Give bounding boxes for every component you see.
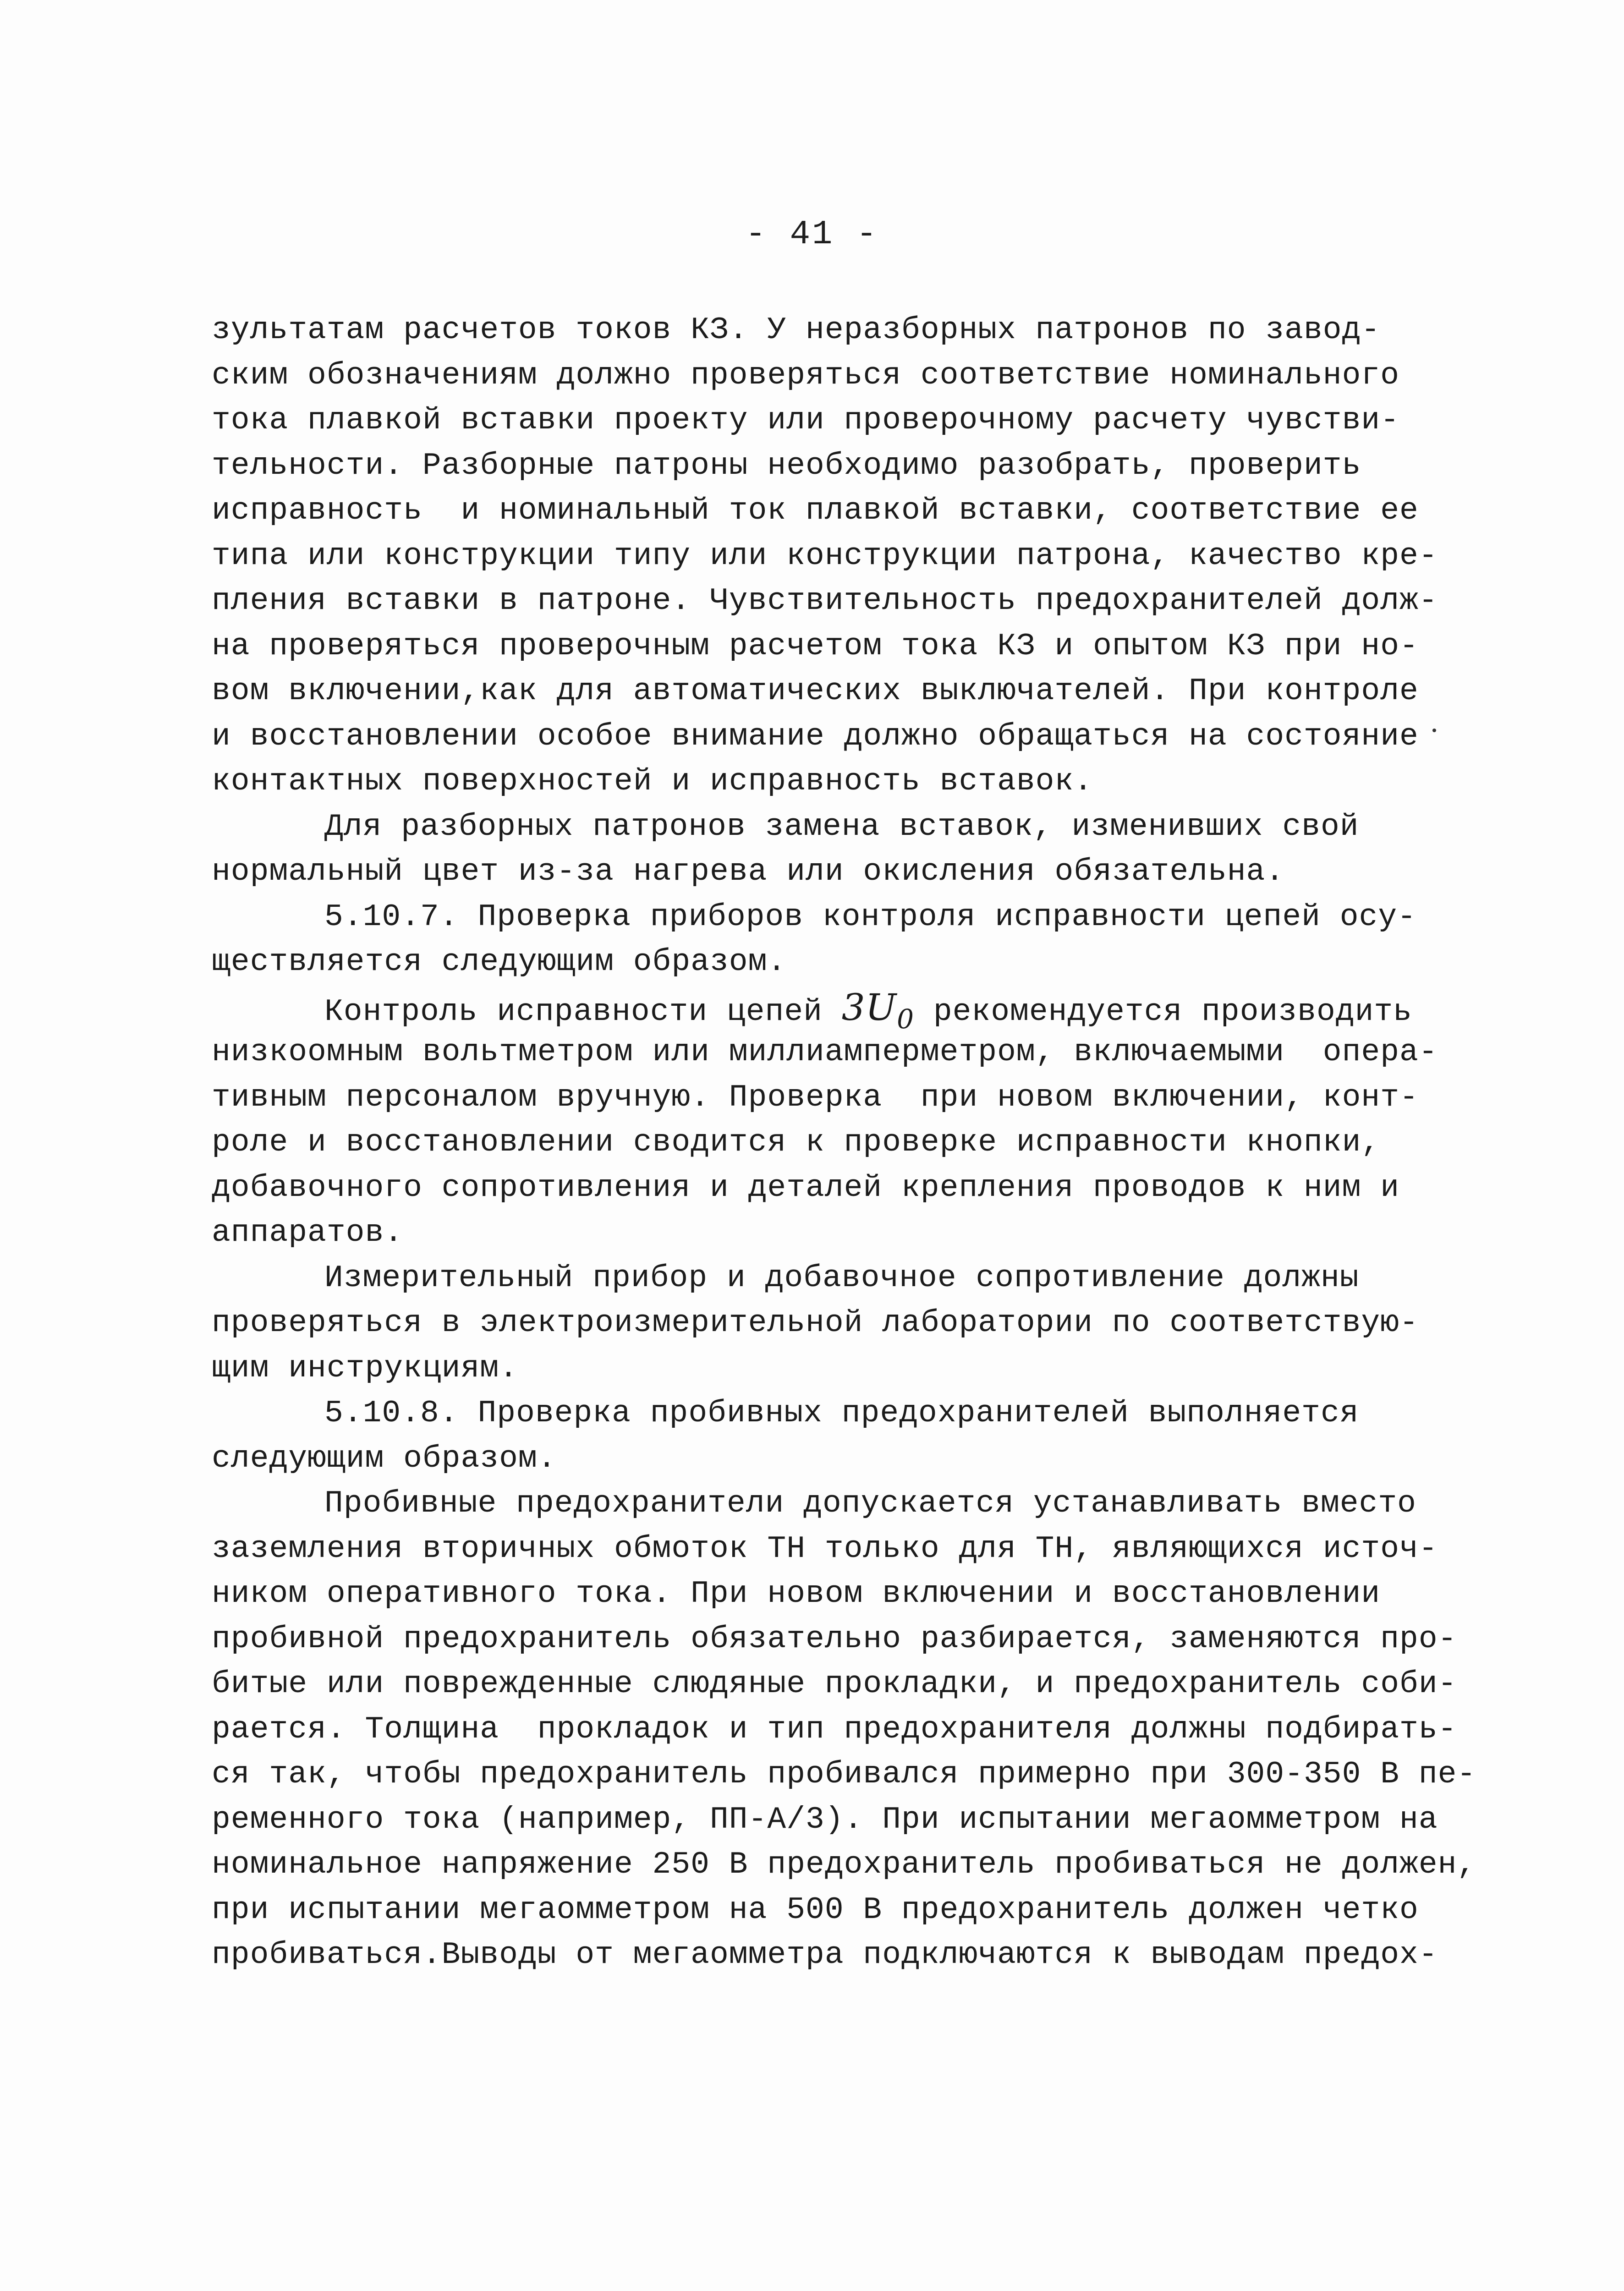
text-line-content: добавочного сопротивления и деталей крепления проводов к ним и [212,1170,1400,1206]
text-line [212,444,1467,489]
text-line [212,805,1467,850]
text-line-content: Измерительный прибор и добавочное сопротивление должны [324,1260,1359,1296]
text-line-content: зультатам расчетов токов КЗ. У неразборных патронов по завод- [212,312,1381,348]
text-line-content: проверяться в электроизмерительной лаборатории по соответствую- [212,1305,1419,1341]
text-line [212,1211,1467,1256]
text-line-content: тока плавкой вставки проекту или проверочному расчету чувстви- [212,403,1400,438]
text-line-content: ником оперативного тока. При новом включении и восстановлении [212,1576,1381,1611]
text-line-content: типа или конструкции типу или конструкции патрона, качество кре- [212,538,1438,574]
text-line-content: тивным персоналом вручную. Проверка при новом включении, конт- [212,1080,1419,1115]
formula-main: 3U [841,986,897,1029]
text-line-content: исправность и номинальный ток плавкой вставки, соответствие ее [212,493,1419,528]
text-line-content: заземления вторичных обмоток ТН только для ТН, являющихся источ- [212,1531,1438,1567]
text-line [212,1707,1467,1753]
text-line-content: при испытании мегаомметром на 500 В предохранитель должен четко [212,1892,1419,1928]
text-line [212,1030,1467,1075]
text-line [212,1617,1467,1662]
text-line [212,534,1467,579]
text-line-content: ременного тока (например, ПП-А/3). При испытании мегаомметром на [212,1802,1438,1837]
text-line-content: на проверяться проверочным расчетом тока КЗ и опытом КЗ при но- [212,628,1419,664]
text-line-content: пления вставки в патроне. Чувствительность предохранителей долж- [212,583,1438,619]
text-line [212,1346,1467,1392]
text-line [212,1301,1467,1346]
text-line [212,308,1467,353]
text-line [212,1120,1467,1166]
text-line-content: щим инструкциям. [212,1350,518,1386]
text-line-content: аппаратов. [212,1215,404,1250]
text-line-content: нормальный цвет из-за нагрева или окисления обязательна. [212,854,1285,889]
text-line [212,850,1467,895]
text-line-content: следующим образом. [212,1441,557,1476]
text-line [212,1166,1467,1211]
text-line [212,1436,1467,1482]
text-line [212,1256,1467,1301]
formula-3u0 [841,986,915,1035]
body-text [212,308,1476,1978]
text-line [212,759,1467,805]
text-line-content: пробиваться.Выводы от мегаомметра подключаются к выводам предох- [212,1937,1438,1973]
text-line-content: Пробивные предохранители допускается устанавливать вместо [324,1486,1416,1521]
text-line-content: ским обозначениям должно проверяться соответствие номинального [212,357,1400,393]
text-line-content: Контроль исправности цепей [324,994,842,1030]
text-line-content: вом включении,как для автоматических выключателей. При контроле [212,674,1419,709]
text-line [212,940,1467,985]
text-line [212,1888,1467,1933]
text-line [212,1933,1467,1978]
text-line-content: Для разборных патронов замена вставок, изменивших свой [324,809,1359,844]
text-line-content: роле и восстановлении сводится к проверке исправности кнопки, [212,1125,1381,1160]
text-line [212,353,1467,399]
text-line-content: 5.10.8. Проверка пробивных предохранителей выполняется [324,1396,1359,1431]
text-line [212,1752,1476,1798]
text-line [212,1527,1467,1572]
text-line-content: и восстановлении особое внимание должно обращаться на состояние [212,718,1419,754]
text-line-continuation: рекомендуется производить [914,994,1412,1030]
text-line-content: номинальное напряжение 250 В предохранитель пробиваться не должен, [212,1847,1476,1882]
text-line-content: 5.10.7. Проверка приборов контроля исправности цепей осу- [324,899,1416,935]
text-line [212,488,1467,534]
page-number: - 41 - [745,215,879,254]
text-line-content: низкоомным вольтметром или миллиамперметром, включаемыми опера- [212,1035,1438,1070]
scan-speck [1432,729,1436,732]
formula-subscript: 0 [897,1003,915,1035]
text-line-content: ся так, чтобы предохранитель пробивался примерно при 300-350 В пе- [212,1757,1476,1792]
text-line-content: рается. Толщина прокладок и тип предохранителя должны подбирать- [212,1711,1457,1747]
text-line [212,1662,1467,1707]
text-line [212,1842,1476,1888]
text-line [212,985,1467,1035]
text-line [212,669,1467,714]
text-line [212,895,1467,940]
text-line [212,714,1467,760]
text-line-content: ществляется следующим образом. [212,944,787,980]
text-line [212,1075,1467,1121]
text-line-content: тельности. Разборные патроны необходимо разобрать, проверить [212,448,1361,483]
text-line [212,1798,1467,1843]
text-line [212,1391,1467,1436]
text-line [212,624,1467,669]
text-line [212,1481,1467,1527]
text-line-content: пробивной предохранитель обязательно разбирается, заменяются про- [212,1621,1457,1657]
text-line [212,1572,1467,1617]
text-line-content: битые или поврежденные слюдяные прокладки, и предохранитель соби- [212,1666,1457,1702]
text-line-content: контактных поверхностей и исправность вставок. [212,764,1093,799]
text-line [212,398,1467,444]
text-line [212,579,1467,624]
